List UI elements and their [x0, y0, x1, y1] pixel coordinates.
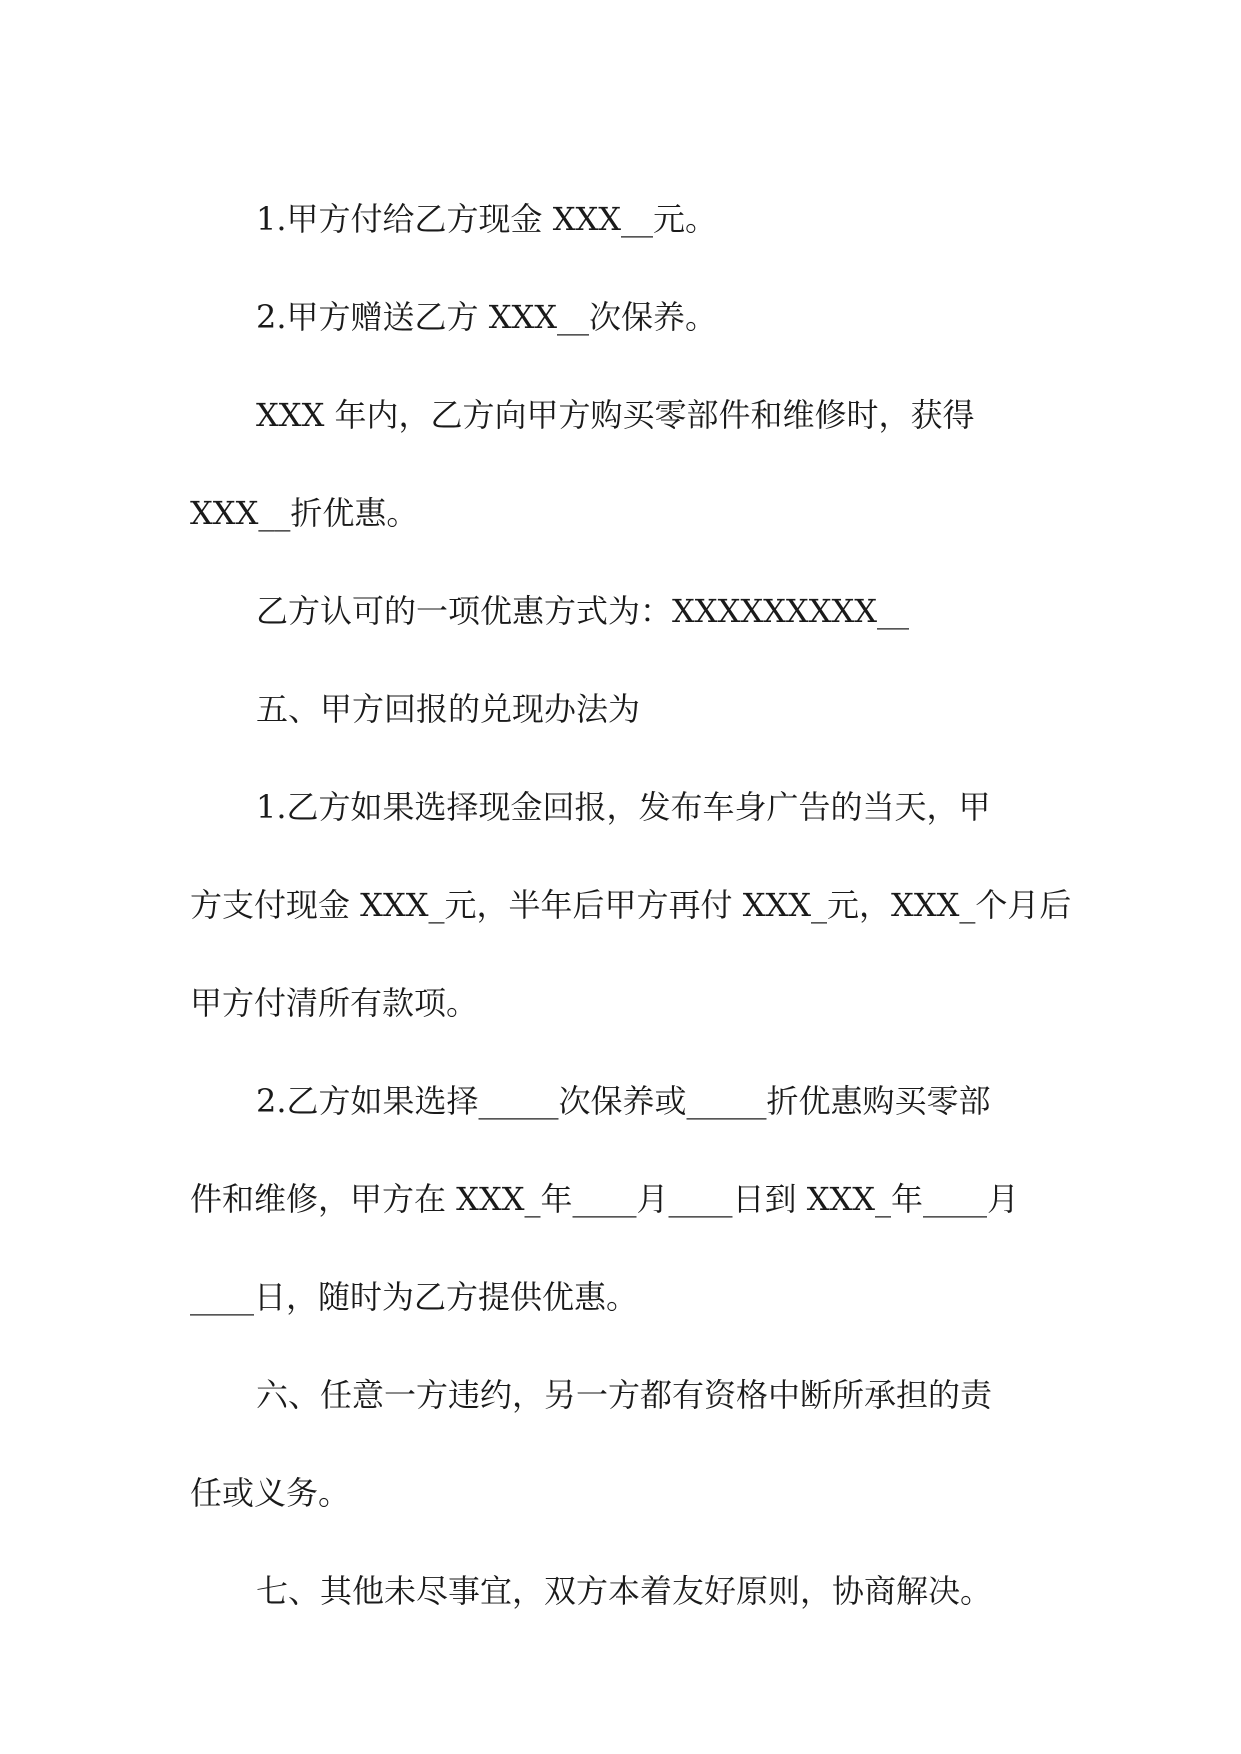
- text-line: 件和维修，甲方在 XXX_年____月____日到 XXX_年____月: [190, 1180, 1020, 1218]
- text-line: 六、任意一方违约，另一方都有资格中断所承担的责: [256, 1376, 993, 1414]
- paragraph-accepted-offer: [190, 562, 1060, 660]
- text-line: 2.乙方如果选择_____次保养或_____折优惠购买零部: [256, 1082, 991, 1120]
- paragraph-cash-payment: [190, 170, 1060, 268]
- text-line: 五、甲方回报的兑现办法为: [256, 690, 641, 728]
- text-line: 乙方认可的一项优惠方式为：XXXXXXXXX__: [256, 592, 910, 630]
- text-line: 2.甲方赠送乙方 XXX__次保养。: [256, 298, 718, 336]
- contract-body: [190, 170, 1072, 1640]
- text-line: 方支付现金 XXX_元，半年后甲方再付 XXX_元，XXX_个月后: [190, 886, 1072, 924]
- text-line: 任或义务。: [190, 1474, 351, 1512]
- paragraph-cash-redemption: [190, 758, 1072, 1052]
- text-line: 甲方付清所有款项。: [190, 984, 479, 1022]
- paragraph-maintenance-redemption: [190, 1052, 1060, 1346]
- section-other-matters: [190, 1542, 1060, 1640]
- text-line: XXX__折优惠。: [190, 494, 419, 532]
- text-line: 1.乙方如果选择现金回报，发布车身广告的当天，甲: [256, 788, 991, 826]
- paragraph-free-maintenance: [190, 268, 1060, 366]
- section-heading-redemption: [190, 660, 1060, 758]
- paragraph-parts-discount: [190, 366, 1060, 562]
- text-line: XXX 年内，乙方向甲方购买零部件和维修时，获得: [256, 396, 975, 434]
- text-line: 七、其他未尽事宜，双方本着友好原则，协商解决。: [256, 1572, 993, 1610]
- section-breach-of-contract: [190, 1346, 1060, 1542]
- text-line: ____日，随时为乙方提供优惠。: [190, 1278, 639, 1316]
- text-line: 1.甲方付给乙方现金 XXX__元。: [256, 200, 718, 238]
